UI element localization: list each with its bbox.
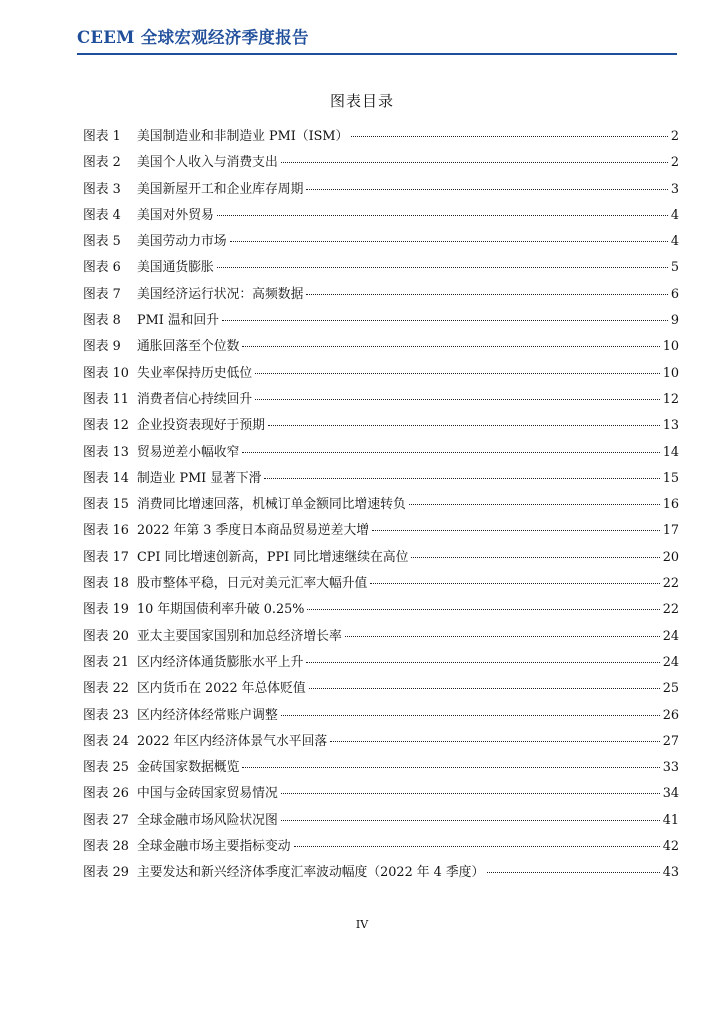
toc-entry-page: 4 (670, 207, 679, 223)
toc-dot-leader (351, 135, 668, 137)
toc-entry[interactable] (83, 759, 679, 785)
toc-entry-page: 5 (670, 260, 679, 276)
toc-entry-title: PMI 温和回升 (137, 313, 220, 329)
toc-entry-page: 24 (662, 628, 679, 644)
toc-entry[interactable] (83, 654, 679, 680)
toc-entry-title: 消费者信心持续回升 (137, 391, 253, 407)
toc-entry-label: 图表 22 (83, 681, 129, 697)
toc-entry-page: 12 (662, 391, 679, 407)
toc-entry-page: 10 (662, 365, 679, 381)
toc-entry[interactable] (83, 628, 679, 654)
toc-entry-page: 42 (662, 839, 679, 855)
toc-entry[interactable] (83, 391, 679, 417)
toc-entry-page: 4 (670, 234, 679, 250)
toc-heading: 图表目录 (329, 92, 394, 110)
toc-entry-page: 34 (662, 786, 679, 802)
toc-entry-label: 图表 14 (83, 470, 129, 486)
toc-entry[interactable] (83, 680, 679, 706)
toc-dot-leader (268, 424, 660, 426)
toc-entry[interactable] (83, 707, 679, 733)
toc-entry-page: 26 (662, 707, 679, 723)
toc-dot-leader (255, 398, 660, 400)
toc-entry-label: 图表 6 (83, 260, 121, 276)
toc-entry-label: 图表 11 (83, 391, 129, 407)
toc-dot-leader (409, 503, 660, 505)
toc-entry-page: 2 (670, 155, 679, 171)
toc-entry-title: 亚太主要国家国别和加总经济增长率 (137, 628, 342, 644)
toc-dot-leader (306, 293, 667, 295)
toc-entry-label: 图表 21 (83, 654, 129, 670)
toc-dot-leader (306, 188, 667, 190)
toc-entry-title: 主要发达和新兴经济体季度汇率波动幅度（2022 年 4 季度） (137, 865, 485, 881)
toc-entry-title: 区内经济体经常账户调整 (137, 707, 278, 723)
toc-entry[interactable] (83, 549, 679, 575)
toc-dot-leader (281, 792, 660, 794)
toc-entry-label: 图表 17 (83, 549, 129, 565)
toc-entry[interactable] (83, 286, 679, 312)
toc-entry[interactable] (83, 365, 679, 391)
toc-entry-label: 图表 5 (83, 234, 121, 250)
toc-entry-page: 41 (662, 812, 679, 828)
toc-dot-leader (307, 608, 659, 610)
page-header (77, 26, 677, 50)
toc-entry-page: 43 (662, 865, 679, 881)
toc-entry-label: 图表 18 (83, 576, 129, 592)
toc-dot-leader (306, 661, 659, 663)
toc-entry-title: 通胀回落至个位数 (137, 339, 240, 355)
toc-entry-page: 27 (662, 733, 679, 749)
toc-entry-label: 图表 15 (83, 497, 129, 513)
toc-entry-page: 10 (662, 339, 679, 355)
toc-entry-page: 24 (662, 654, 679, 670)
toc-entry-page: 33 (662, 760, 679, 776)
toc-entry-title: 2022 年第 3 季度日本商品贸易逆差大增 (137, 523, 370, 539)
toc-entry[interactable] (83, 312, 679, 338)
toc-entry-label: 图表 4 (83, 207, 121, 223)
toc-entry-title: 全球金融市场主要指标变动 (137, 839, 291, 855)
toc-entry[interactable] (83, 522, 679, 548)
toc-entry-title: 美国对外贸易 (137, 207, 214, 223)
toc-entry-label: 图表 3 (83, 181, 121, 197)
toc-dot-leader (242, 766, 659, 768)
toc-entry-title: 美国新屋开工和企业库存周期 (137, 181, 304, 197)
toc-entry-title: 失业率保持历史低位 (137, 365, 253, 381)
toc-entry-label: 图表 7 (83, 286, 121, 302)
toc-dot-leader (370, 582, 659, 584)
toc-dot-leader (255, 372, 660, 374)
toc-dot-leader (487, 871, 659, 873)
toc-entry-page: 9 (670, 313, 679, 329)
toc-entry-title: 金砖国家数据概览 (137, 760, 240, 776)
toc-entry-page: 16 (662, 497, 679, 513)
toc-entry[interactable] (83, 470, 679, 496)
toc-entry-label: 图表 26 (83, 786, 129, 802)
toc-entry-title: 美国经济运行状况：高频数据 (137, 286, 304, 302)
toc-entry-title: 股市整体平稳，日元对美元汇率大幅升值 (137, 576, 368, 592)
report-title: CEEM 全球宏观经济季度报告 (77, 28, 309, 47)
toc-entry-title: 企业投资表现好于预期 (137, 418, 265, 434)
toc-entry-page: 2 (670, 129, 679, 144)
toc-entry-title: 美国劳动力市场 (137, 234, 227, 250)
toc-dot-leader (222, 319, 668, 321)
toc-entry-label: 图表 16 (83, 523, 129, 539)
toc-entry-title: 消费同比增速回落，机械订单金额同比增速转负 (137, 497, 406, 513)
toc-entry-page: 22 (662, 602, 679, 618)
toc-entry-page: 3 (670, 181, 679, 197)
table-of-figures (83, 128, 679, 891)
toc-entry-title: 中国与金砖国家贸易情况 (137, 786, 278, 802)
toc-entry[interactable] (83, 838, 679, 864)
toc-entry[interactable] (83, 785, 679, 811)
toc-dot-leader (372, 529, 660, 531)
toc-entry-label: 图表 19 (83, 602, 129, 618)
toc-entry-label: 图表 29 (83, 865, 129, 881)
toc-dot-leader (281, 714, 660, 716)
toc-entry-page: 17 (662, 523, 679, 539)
toc-entry-title: 美国个人收入与消费支出 (137, 155, 278, 171)
toc-entry-title: CPI 同比增速创新高，PPI 同比增速继续在高位 (137, 549, 409, 565)
toc-entry[interactable] (83, 733, 679, 759)
toc-entry-title: 美国制造业和非制造业 PMI（ISM） (137, 129, 349, 144)
toc-dot-leader (411, 556, 659, 558)
toc-entry-label: 图表 8 (83, 313, 121, 329)
toc-entry[interactable] (83, 154, 679, 180)
toc-entry-title: 区内经济体通货膨胀水平上升 (137, 654, 304, 670)
toc-entry-label: 图表 28 (83, 839, 129, 855)
toc-dot-leader (217, 214, 668, 216)
toc-entry-title: 贸易逆差小幅收窄 (137, 444, 240, 460)
toc-entry-page: 6 (670, 286, 679, 302)
toc-entry[interactable] (83, 812, 679, 838)
toc-entry[interactable] (83, 181, 679, 207)
toc-entry-page: 14 (662, 444, 679, 460)
toc-dot-leader (345, 635, 660, 637)
header-rule (77, 53, 677, 55)
toc-dot-leader (330, 740, 660, 742)
toc-dot-leader (264, 477, 659, 479)
toc-entry-page: 22 (662, 576, 679, 592)
toc-entry[interactable] (83, 259, 679, 285)
toc-dot-leader (230, 240, 668, 242)
toc-dot-leader (294, 845, 660, 847)
toc-entry-label: 图表 23 (83, 707, 129, 723)
toc-entry-label: 图表 20 (83, 628, 129, 644)
toc-entry-title: 2022 年区内经济体景气水平回落 (137, 733, 328, 749)
toc-entry[interactable] (83, 496, 679, 522)
toc-entry-title: 区内货币在 2022 年总体贬值 (137, 681, 306, 697)
page-number: IV (355, 918, 369, 931)
toc-entry[interactable] (83, 601, 679, 627)
toc-entry[interactable] (83, 417, 679, 443)
toc-entry-page: 13 (662, 418, 679, 434)
toc-entry[interactable] (83, 207, 679, 233)
toc-entry-page: 25 (662, 681, 679, 697)
toc-dot-leader (281, 819, 660, 821)
toc-entry-label: 图表 27 (83, 812, 129, 828)
toc-entry-title: 制造业 PMI 显著下滑 (137, 470, 262, 486)
toc-entry-label: 图表 1 (83, 129, 121, 144)
toc-dot-leader (217, 266, 668, 268)
toc-entry[interactable] (83, 444, 679, 470)
toc-entry-label: 图表 10 (83, 365, 129, 381)
toc-entry-title: 10 年期国债利率升破 0.25% (137, 602, 305, 618)
toc-entry[interactable] (83, 233, 679, 259)
toc-entry-label: 图表 2 (83, 155, 121, 171)
toc-entry-label: 图表 12 (83, 418, 129, 434)
toc-entry-label: 图表 25 (83, 760, 129, 776)
toc-dot-leader (281, 161, 668, 163)
toc-entry[interactable] (83, 128, 679, 154)
toc-entry-label: 图表 13 (83, 444, 129, 460)
toc-entry[interactable] (83, 338, 679, 364)
toc-entry-title: 美国通货膨胀 (137, 260, 214, 276)
toc-entry-page: 20 (662, 549, 679, 565)
toc-entry-title: 全球金融市场风险状况图 (137, 812, 278, 828)
toc-entry[interactable] (83, 864, 679, 890)
toc-dot-leader (309, 687, 660, 689)
toc-entry-label: 图表 9 (83, 339, 121, 355)
toc-entry-label: 图表 24 (83, 733, 129, 749)
toc-dot-leader (242, 345, 659, 347)
toc-dot-leader (242, 451, 659, 453)
toc-entry[interactable] (83, 575, 679, 601)
toc-entry-page: 15 (662, 470, 679, 486)
